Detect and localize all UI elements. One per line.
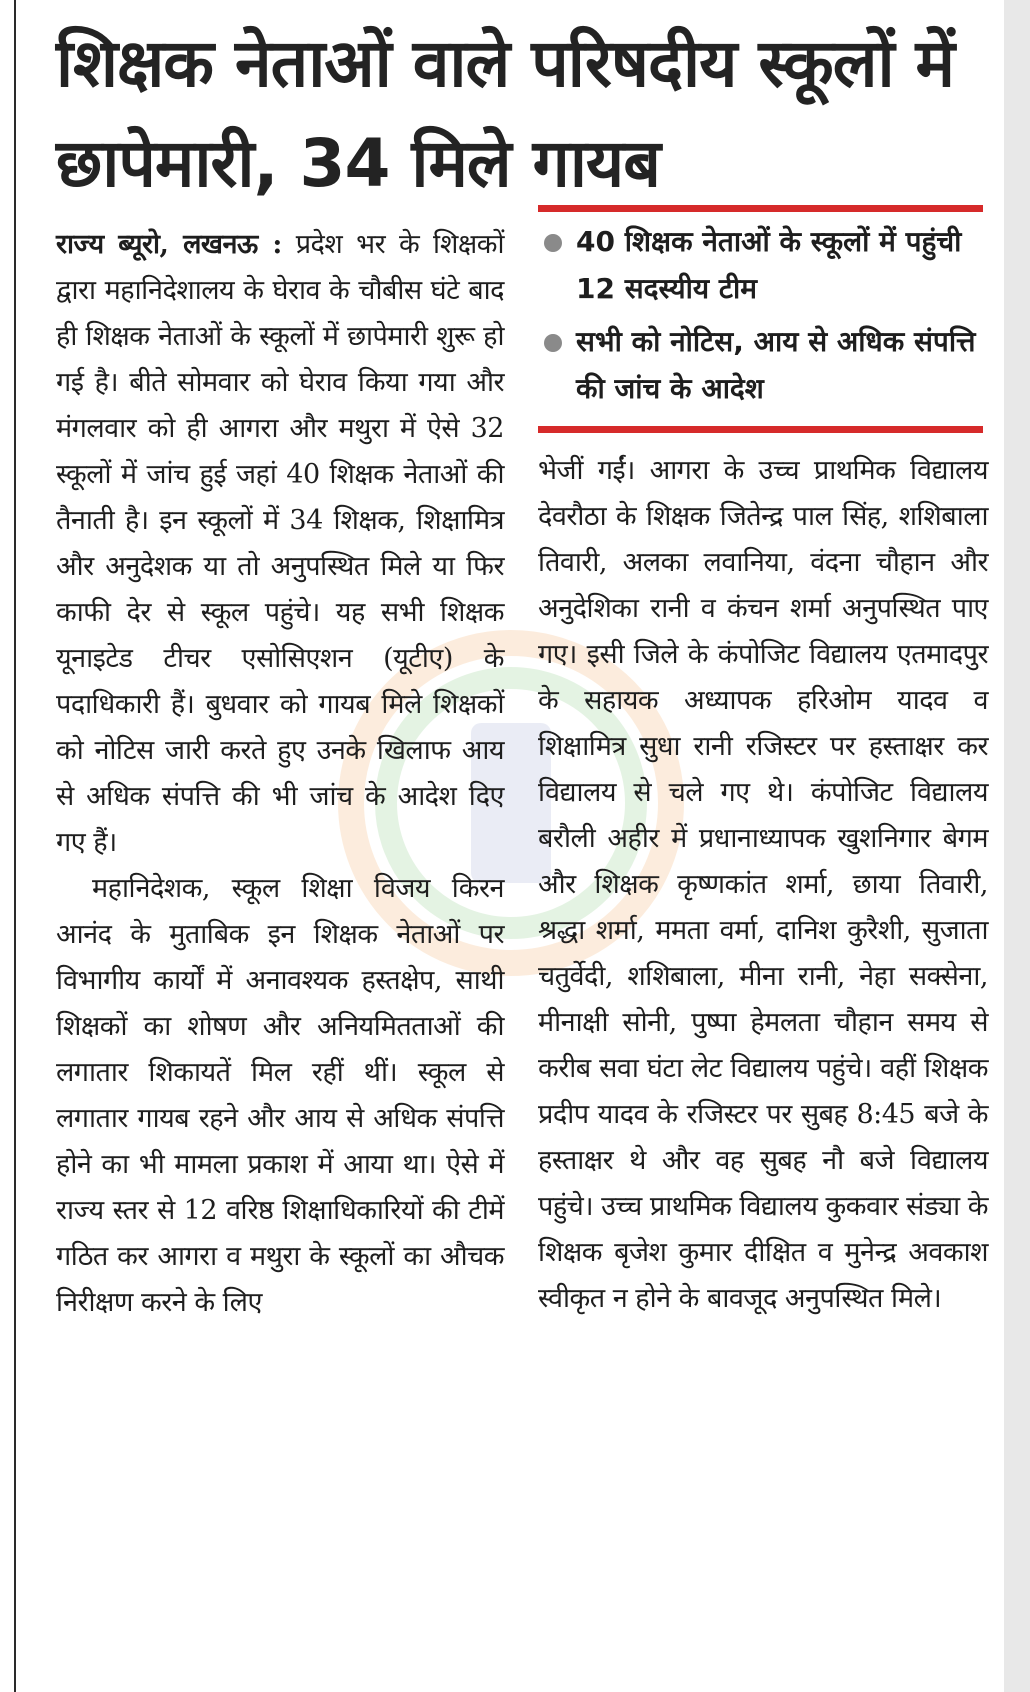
article-paragraph: महानिदेशक, स्कूल शिक्षा विजय किरन आनंद के मुताबिक इन शिक्षक नेताओं पर विभागीय कार्यों में अनावश्यक हस्तक्षेप, साथी शिक्षकों का शोषण और अनियमितताओं की लगातार शिकायतें मिल रहीं थीं। स्कूल से लगातार गायब रहने और आय से अधिक संपत्ति होने का भी मामला प्रकाश में आया था। ऐसे में राज्य स्तर से 12 वरिष्ठ शिक्षाधिकारियों की टीमें गठित कर आगरा व मथुरा के स्कूलों का औचक निरीक्षण करने के लिए — [56, 873, 504, 1318]
article-paragraph: भेजीं गईं। आगरा के उच्च प्राथमिक विद्यालय देवरौठा के शिक्षक जितेन्द्र पाल सिंह, शशिबाला तिवारी, अलका लवानिया, वंदना चौहान और अनुदेशिका रानी व कंचन शर्मा अनुपस्थित पाए गए। इसी जिले के कंपोजिट विद्यालय एतमादपुर के सहायक अध्यापक हरिओम यादव व शिक्षामित्र सुधा रानी रजिस्टर पर हस्ताक्षर कर विद्यालय से चले गए थे। कंपोजिट विद्यालय बरौली अहीर में प्रधानाध्यापक खुशनिगार बेगम और शिक्षक कृष्णकांत शर्मा, छाया तिवारी, श्रद्धा शर्मा, ममता वर्मा, दानिश कुरैशी, सुजाता चतुर्वेदी, शशिबाला, मीना रानी, नेहा सक्सेना, मीनाक्षी सोनी, पुष्पा हेमलता चौहान समय से करीब सवा घंटा लेट विद्यालय पहुंचे। वहीं शिक्षक प्रदीप यादव के रजिस्टर पर सुबह 8:45 बजे के हस्ताक्षर थे और वह सुबह नौ बजे विद्यालय पहुंचे। उच्च प्राथमिक विद्यालय कुकवार संड्या के शिक्षक बृजेश कुमार दीक्षित व मुनेन्द्र अवकाश स्वीकृत न होने के बावजूद अनुपस्थित मिले। — [538, 455, 988, 1314]
page-edge — [1004, 0, 1030, 1692]
highlight-item — [538, 218, 988, 312]
highlight-text: 40 शिक्षक नेताओं के स्कूलों में पहुंची 12 सदस्यीय टीम — [576, 225, 962, 305]
bullet-icon — [544, 234, 562, 252]
red-rule-bottom — [538, 426, 983, 433]
highlight-text: सभी को नोटिस, आय से अधिक संपत्ति की जांच के आदेश — [576, 325, 976, 405]
article-paragraph — [56, 222, 504, 866]
dateline: राज्य ब्यूरो, लखनऊ : — [56, 229, 282, 260]
paragraph-text: प्रदेश भर के शिक्षकों द्वारा महानिदेशालय के घेराव के चौबीस घंटे बाद ही शिक्षक नेताओं के स्कूलों में छापेमारी शुरू हो गई है। बीते सोमवार को घेराव किया गया और मंगलवार को ही आगरा और मथुरा में ऐसे 32 स्कूलों में जांच हुई जहां 40 शिक्षक नेताओं की तैनाती है। इन स्कूलों में 34 शिक्षक, शिक्षामित्र और अनुदेशक या तो अनुपस्थित मिले या फिर काफी देर से स्कूल पहुंचे। यह सभी शिक्षक यूनाइटेड टीचर एसोसिएशन (यूटीए) के पदाधिकारी हैं। बुधवार को गायब मिले शिक्षकों को नोटिस जारी करते हुए उनके खिलाफ आय से अधिक संपत्ति की भी जांच के आदेश दिए गए हैं। — [56, 229, 504, 858]
article-column-right — [538, 448, 988, 1322]
highlight-item — [538, 318, 988, 412]
article-column-left — [56, 222, 504, 1326]
column-divider-left — [14, 0, 16, 1692]
red-rule-top — [538, 205, 983, 212]
highlights-box — [538, 218, 988, 418]
headline: शिक्षक नेताओं वाले परिषदीय स्कूलों में छापेमारी, 34 मिले गायब — [56, 25, 955, 202]
bullet-icon — [544, 334, 562, 352]
